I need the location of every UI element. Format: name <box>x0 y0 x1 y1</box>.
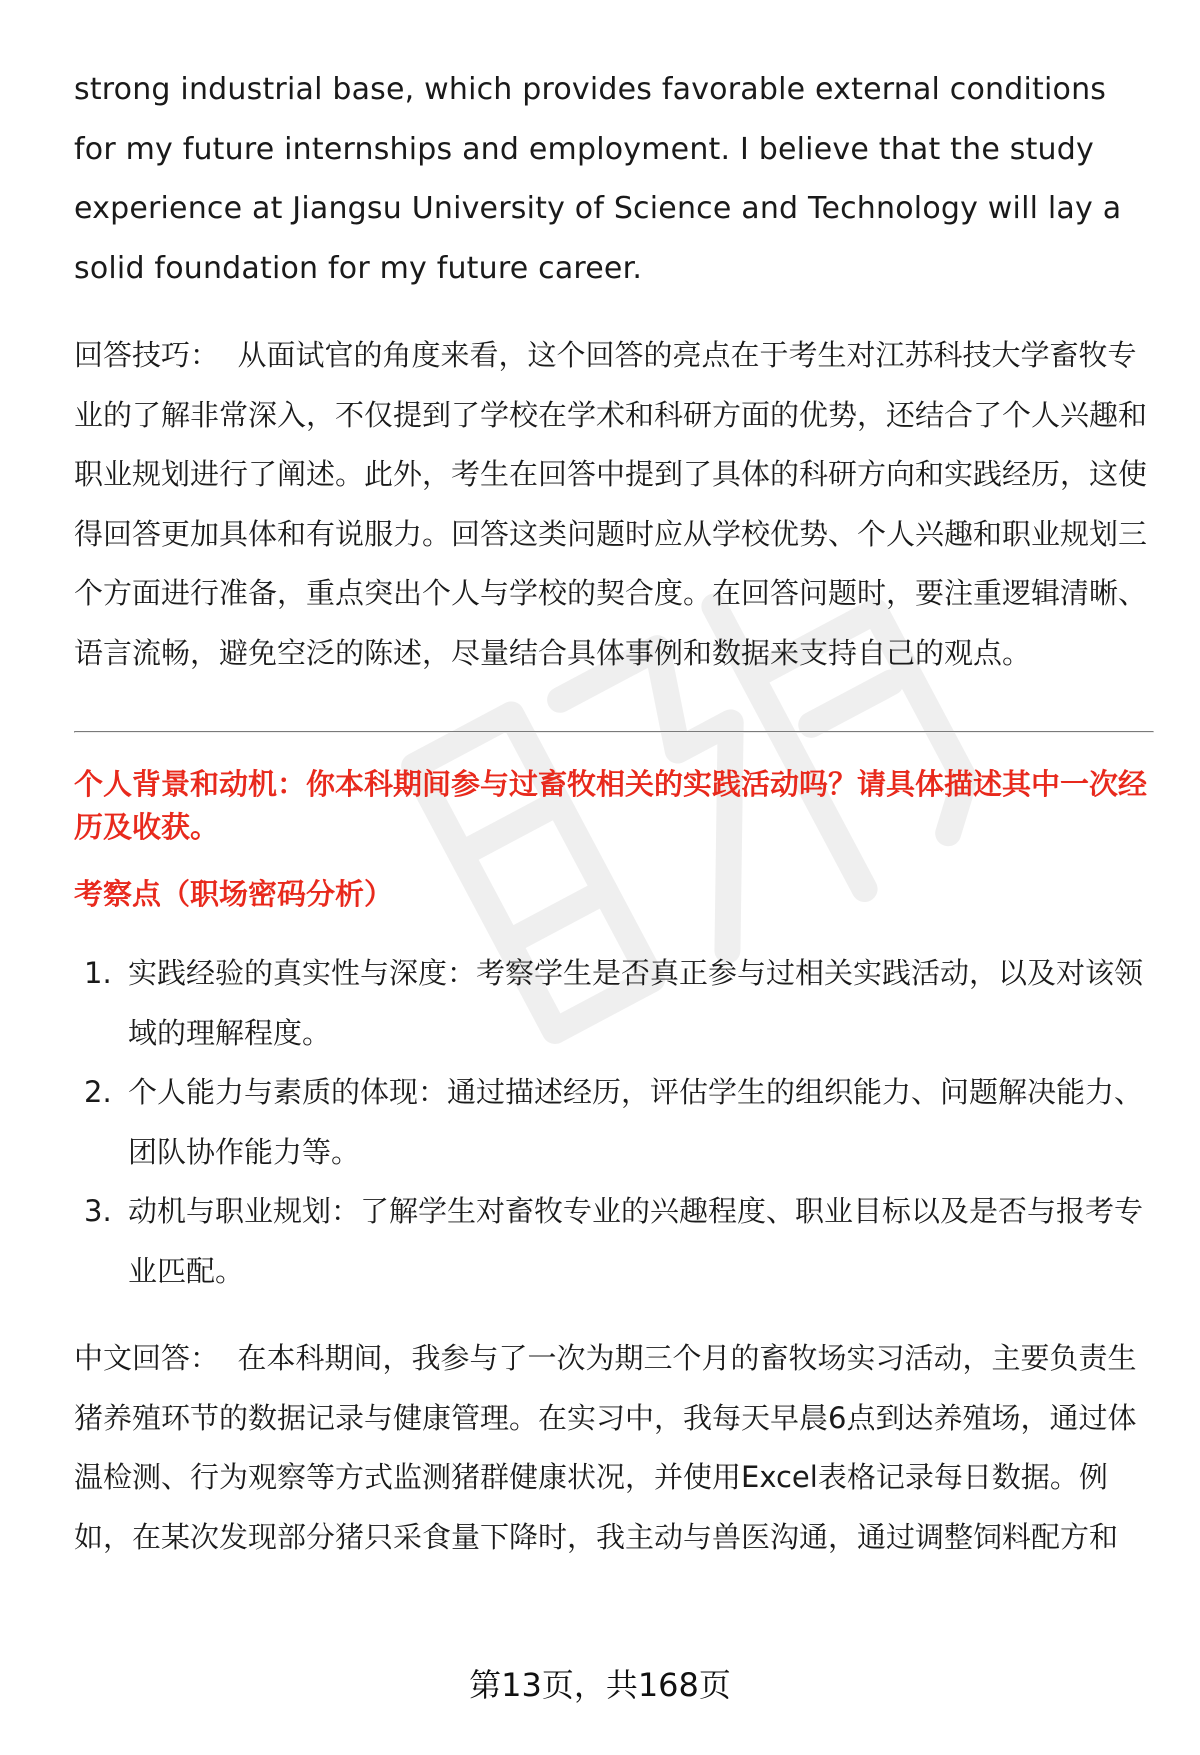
answer-tips-label: 回答技巧： <box>74 338 220 372</box>
chinese-answer-label: 中文回答： <box>74 1341 220 1375</box>
intro-english-paragraph: strong industrial base, which provides favorable external conditions for my future internships and employment. I believe that the study experience at Jiangsu University of Science and Technology will lay a solid foundation for my future career. <box>74 72 1122 286</box>
list-item <box>74 944 1154 1063</box>
interview-question: 个人背景和动机：你本科期间参与过畜牧相关的实践活动吗？请具体描述其中一次经历及收获。 <box>74 767 1148 844</box>
page-number-footer: 第13页，共168页 <box>469 1666 731 1704</box>
answer-tips-spacer <box>219 338 237 372</box>
list-item-text: 动机与职业规划：了解学生对畜牧专业的兴趣程度、职业目标以及是否与报考专业匹配。 <box>128 1194 1144 1288</box>
chinese-answer-spacer <box>219 1341 237 1375</box>
list-item <box>74 1182 1154 1301</box>
list-item-number: 3. <box>84 1194 112 1228</box>
list-item-number: 2. <box>84 1075 112 1109</box>
chinese-answer-text: 在本科期间，我参与了一次为期三个月的畜牧场实习活动，主要负责生猪养殖环节的数据记录与健康管理。在实习中，我每天早晨6点到达养殖场，通过体温检测、行为观察等方式监测猪群健康状况，并使用Excel表格记录每日数据。例如，在某次发现部分猪只采食量下降时，我主动与兽医沟通，通过调整饲料配方和 <box>74 1341 1137 1554</box>
answer-tips-text: 从面试官的角度来看，这个回答的亮点在于考生对江苏科技大学畜牧专业的了解非常深入，不仅提到了学校在学术和科研方面的优势，还结合了个人兴趣和职业规划进行了阐述。此外，考生在回答中提到了具体的科研方向和实践经历，这使得回答更加具体和有说服力。回答这类问题时应从学校优势、个人兴趣和职业规划三个方面进行准备，重点突出个人与学校的契合度。在回答问题时，要注重逻辑清晰、语言流畅，避免空泛的陈述，尽量结合具体事例和数据来支持自己的观点。 <box>74 338 1148 670</box>
list-item-text: 实践经验的真实性与深度：考察学生是否真正参与过相关实践活动，以及对该领域的理解程度。 <box>128 956 1144 1050</box>
list-item-number: 1. <box>84 956 112 990</box>
chinese-answer-paragraph <box>74 1329 1154 1567</box>
focus-points-title: 考察点（职场密码分析） <box>74 877 394 911</box>
answer-tips-paragraph <box>74 326 1154 683</box>
list-item-text: 个人能力与素质的体现：通过描述经历，评估学生的组织能力、问题解决能力、团队协作能力等。 <box>128 1075 1144 1169</box>
list-item <box>74 1063 1154 1182</box>
focus-points-list <box>74 944 1154 1301</box>
document-page <box>74 60 1154 1567</box>
